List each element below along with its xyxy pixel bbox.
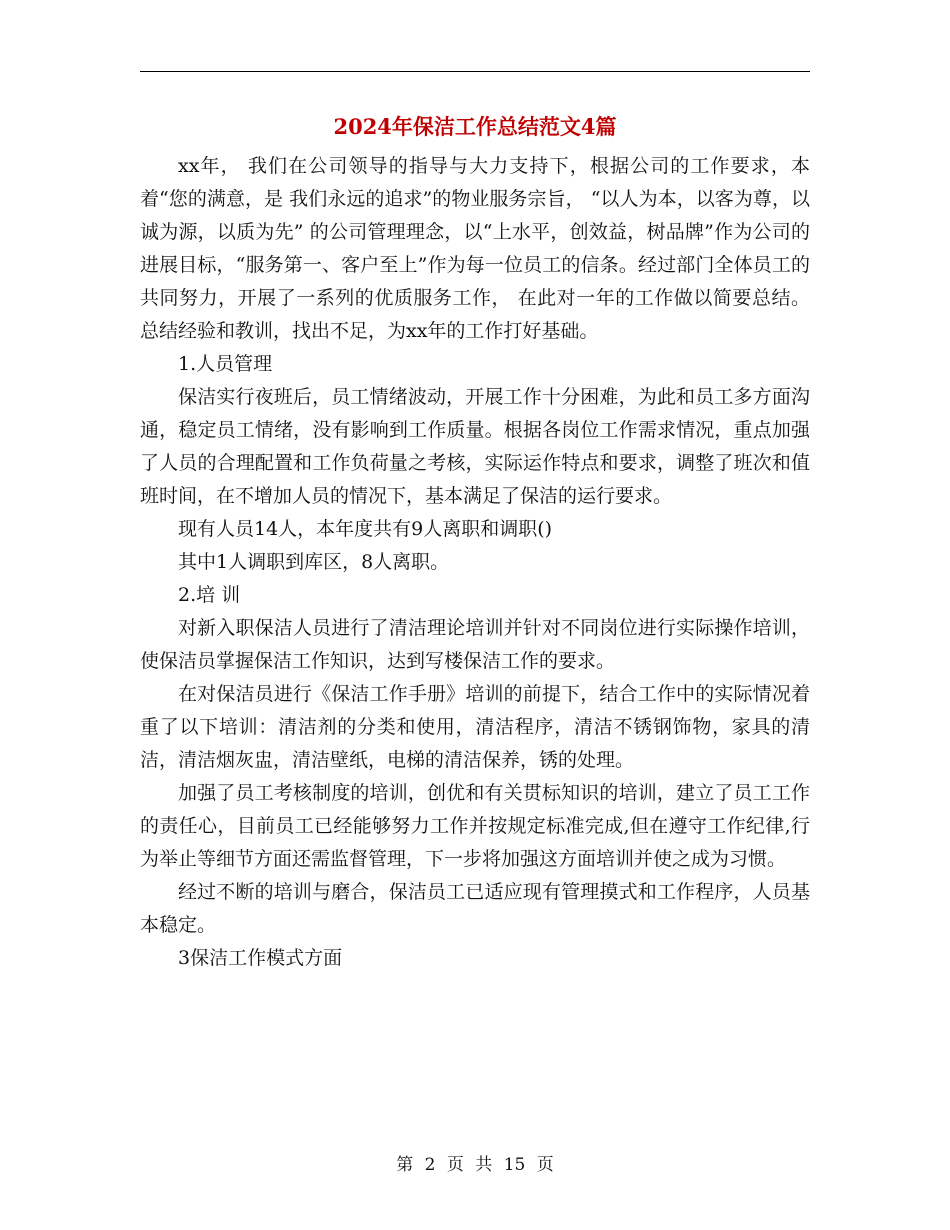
heading-work-mode: 3保洁工作模式方面 xyxy=(178,947,343,969)
document-body xyxy=(140,150,810,975)
header-rule xyxy=(140,71,810,72)
paragraph-transfers: 其中1人调职到库区，8人离职。 xyxy=(178,551,450,573)
paragraph-staff-count: 现有人员14人，本年度共有9人离职和调职() xyxy=(178,518,553,540)
paragraph-personnel: 保洁实行夜班后，员工情绪波动，开展工作十分困难，为此和员工多方面沟通，稳定员工情绪，没有影响到工作质量。根据各岗位工作需求情况，重点加强了人员的合理配置和工作负荷量之考核，实际运作特点和要求，调整了班次和值班时间，在不增加人员的情况下，基本满足了保洁的运行要求。 xyxy=(140,386,810,507)
paragraph-training-result: 经过不断的培训与磨合，保洁员工已适应现有管理摸式和工作程序，人员基本稳定。 xyxy=(140,881,810,936)
paragraph-intro: xx年， 我们在公司领导的指导与大力支持下，根据公司的工作要求，本着“您的满意，是 我们永远的追求”的物业服务宗旨， “以人为本，以客为尊，以诚为源，以质为先” 的公司管理理念，以“上水平，创效益，树品牌”作为公司的进展目标，“服务第一、客户至上”作为每一位员工的信条。经过部门全体员工的共同努力，开展了一系列的优质服务工作， 在此对一年的工作做以简要总结。总结经验和教训，找出不足，为xx年的工作打好基础。 xyxy=(140,155,810,342)
heading-personnel-management: 1.人员管理 xyxy=(178,353,273,375)
page-number-footer: 第 2 页 共 15 页 xyxy=(396,1155,554,1175)
heading-training: 2.培 训 xyxy=(178,584,241,606)
paragraph-training-manual: 在对保洁员进行《保洁工作手册》培训的前提下，结合工作中的实际情况着重了以下培训：清洁剂的分类和使用，清洁程序，清洁不锈钢饰物，家具的清洁，清洁烟灰盅，清洁壁纸，电梯的清洁保养，锈的处理。 xyxy=(140,683,810,771)
paragraph-training-assessment: 加强了员工考核制度的培训，创优和有关贯标知识的培训，建立了员工工作的责任心，目前员工已经能够努力工作并按规定标准完成,但在遵守工作纪律,行为举止等细节方面还需监督管理，下一步将加强这方面培训并使之成为习惯。 xyxy=(140,782,810,870)
document-title: 2024年保洁工作总结范文4篇 xyxy=(333,114,617,139)
paragraph-training-new: 对新入职保洁人员进行了清洁理论培训并针对不同岗位进行实际操作培训，使保洁员掌握保洁工作知识，达到写楼保洁工作的要求。 xyxy=(140,617,810,672)
